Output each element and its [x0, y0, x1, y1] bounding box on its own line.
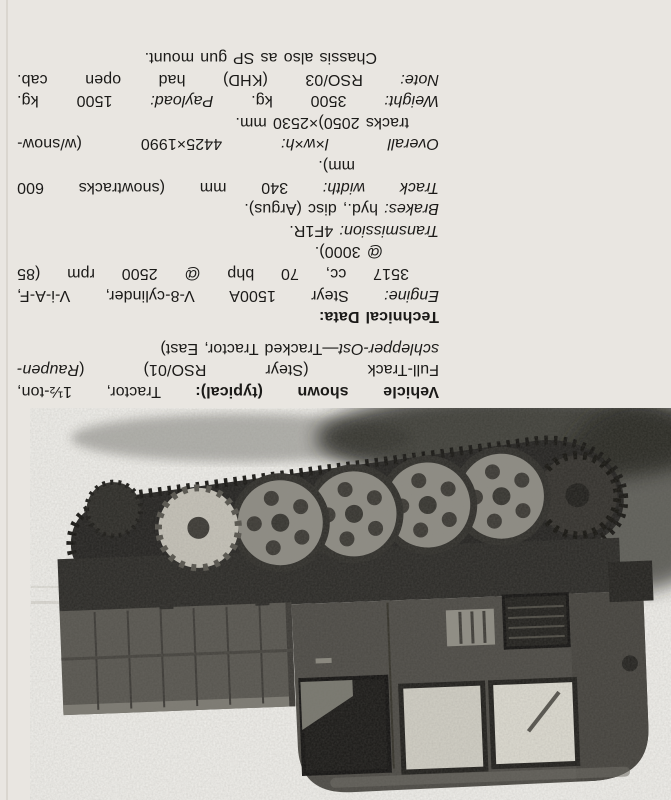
text-run: Vehicle shown (typical):: [195, 383, 439, 400]
text-run: Chassis also as SP gun mount.: [144, 49, 377, 67]
text-run: Transmission:: [339, 221, 439, 239]
tech-line: [17, 90, 439, 112]
text-column: [17, 47, 439, 403]
tech-line: [17, 68, 439, 90]
tech-line: [17, 47, 439, 69]
tech-line: [17, 284, 439, 306]
text-run: hyd., disc (Argus).: [244, 200, 385, 218]
text-run: Steyr 1500A V-8-cylinder, V-i-A-F,: [17, 286, 385, 304]
tech-line: [17, 241, 439, 263]
tech-line: [17, 133, 439, 155]
text-run: Engine:: [384, 286, 439, 304]
tech-line: [17, 111, 439, 133]
text-run: 4425×1990 (w/snow-: [17, 135, 281, 153]
text-run: Raupen-: [17, 361, 80, 379]
text-run: 1500 kg.: [17, 92, 151, 110]
tech-line: [17, 154, 439, 176]
text-run: RSO/03 (KHD) had open cab.: [17, 70, 401, 88]
halftone-grain: [30, 408, 671, 800]
technical-data: [17, 47, 439, 328]
text-run: Track width:: [322, 178, 439, 196]
text-run: Full-Track (Steyr RSO/01) (: [79, 361, 439, 379]
tech-line: [17, 262, 439, 284]
text-run: 3500 kg.: [213, 92, 385, 110]
text-run: Payload:: [150, 92, 214, 110]
text-run: Note:: [400, 70, 439, 88]
page-edge-shadow: [6, 0, 8, 800]
tech-line: [17, 219, 439, 241]
text-run: 4F1R.: [289, 221, 340, 239]
text-run: Brakes:: [384, 200, 439, 218]
vehicle-photo: [30, 408, 671, 800]
tech-line: [17, 306, 439, 328]
text-run: Tractor, 1½-ton,: [16, 383, 196, 400]
tech-line: [17, 198, 439, 220]
tech-line: [17, 176, 439, 198]
text-run: schlepper-Ost: [338, 339, 439, 357]
text-run: Overall l×w×h:: [281, 135, 439, 153]
text-run: 340 mm (snowtracks 600: [17, 178, 323, 196]
text-run: 3517 cc, 70 bhp @ 2500 rpm (85: [17, 265, 409, 283]
text-run: —Tracked Tractor, East): [160, 339, 339, 357]
caption-line: [17, 337, 439, 359]
text-run: mm).: [318, 157, 355, 175]
text-run: Technical Data:: [318, 308, 439, 326]
text-run: tracks 2050)×2530 mm.: [235, 113, 409, 131]
text-run: Weight:: [384, 92, 439, 110]
caption-line: [17, 380, 439, 402]
photo-caption: [17, 337, 439, 402]
text-run: @ 3000).: [314, 243, 383, 261]
caption-line: [17, 359, 439, 381]
